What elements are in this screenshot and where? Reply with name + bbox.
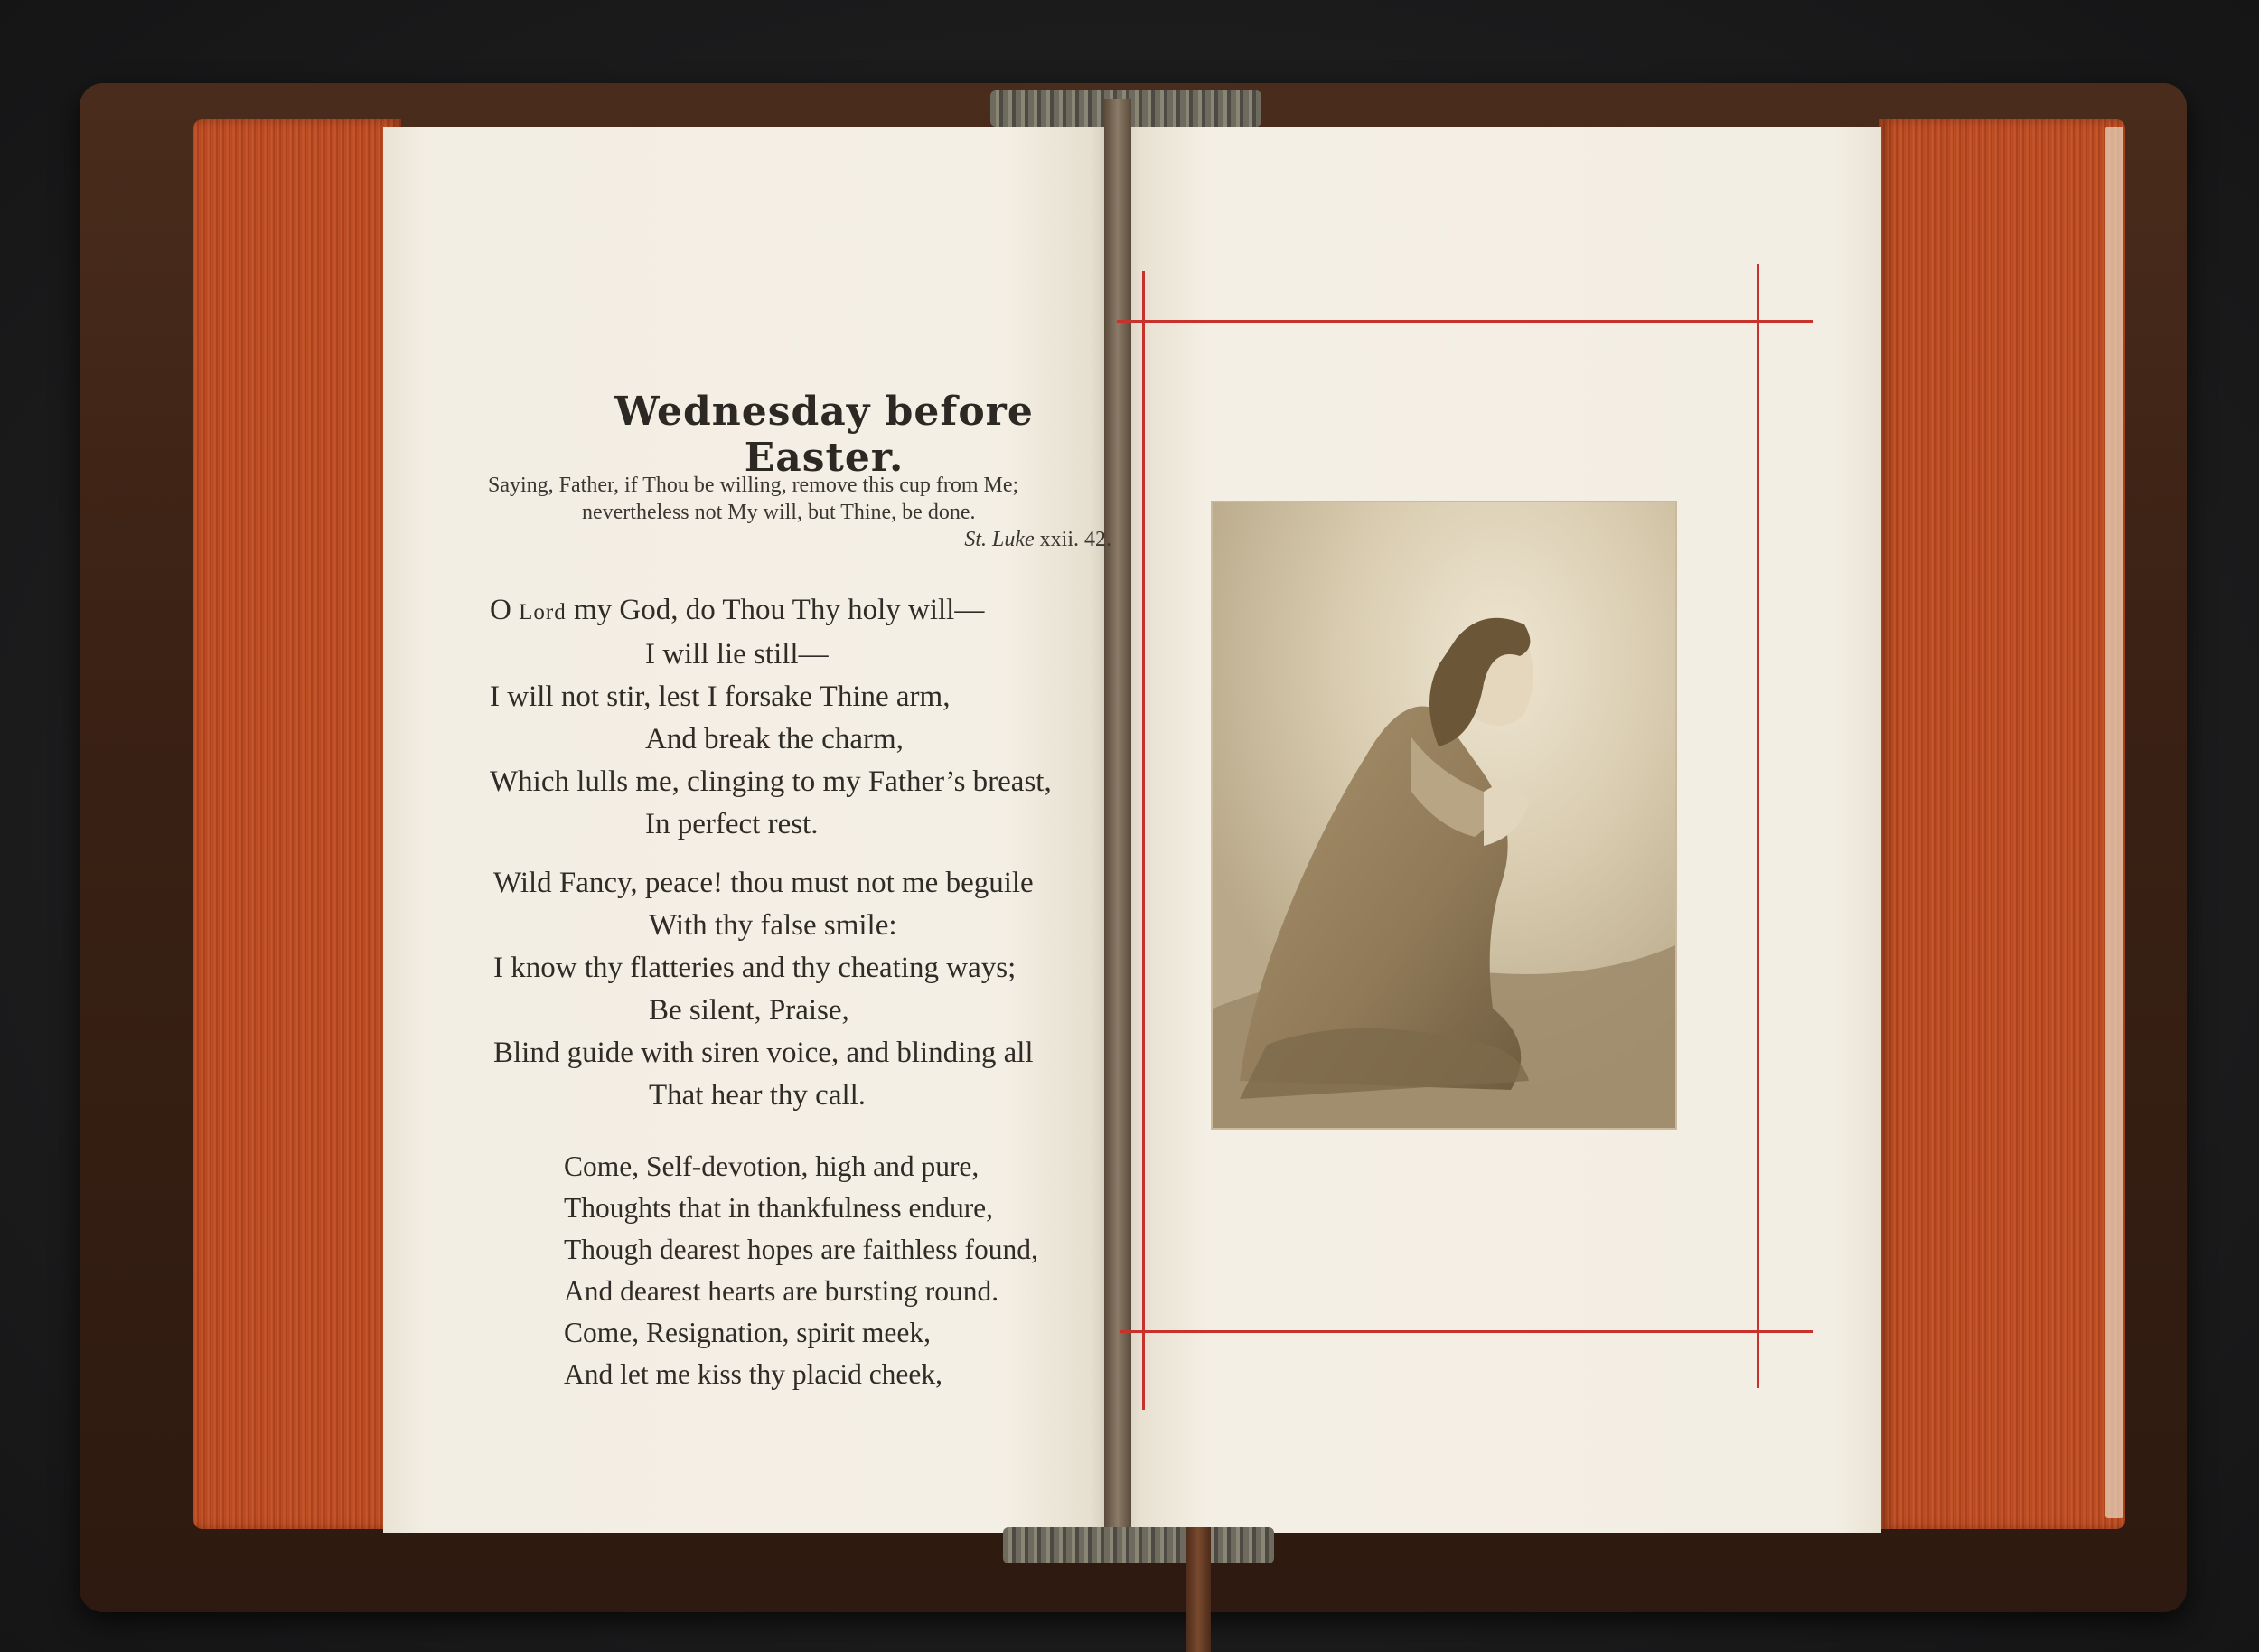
stanza-1 xyxy=(490,589,1052,846)
praying-figure-photograph xyxy=(1213,502,1675,1128)
left-page-edges xyxy=(193,119,401,1529)
page-title: Wednesday before Easter. xyxy=(614,389,1034,481)
poem-line: And let me kiss thy placid cheek, xyxy=(564,1358,943,1390)
poem-line-rest: my God, do Thou Thy holy will— xyxy=(566,594,985,626)
epigraph-citation xyxy=(488,526,1111,553)
right-page-rim xyxy=(2105,127,2123,1518)
poem-line: Come, Self-devotion, high and pure, xyxy=(564,1150,980,1182)
poem-line: Blind guide with siren voice, and blinding all xyxy=(493,1037,1034,1069)
stanza-3 xyxy=(564,1146,1038,1395)
epigraph xyxy=(488,472,1111,553)
right-page-edges xyxy=(1879,119,2125,1529)
poem-line: I will not stir, lest I forsake Thine arm, xyxy=(490,681,951,713)
poem-line: And break the charm, xyxy=(645,723,904,756)
poem-line: I will lie still— xyxy=(645,638,829,671)
citation-ref: xxii. 42. xyxy=(1039,528,1111,551)
border-rule-right xyxy=(1757,264,1759,1388)
border-rule-left xyxy=(1142,271,1145,1410)
epigraph-line-2: nevertheless not My will, but Thine, be done. xyxy=(582,501,976,524)
poem-line: In perfect rest. xyxy=(645,808,819,840)
ribbon-bookmark xyxy=(1186,1527,1211,1652)
poem-line: Which lulls me, clinging to my Father’s breast, xyxy=(490,765,1052,798)
citation-book: St. Luke xyxy=(964,528,1035,551)
poem-line: Wild Fancy, peace! thou must not me beguile xyxy=(493,867,1034,899)
poem-line: With thy false smile: xyxy=(649,909,897,942)
poem-line: Thoughts that in thankfulness endure, xyxy=(564,1192,994,1224)
photograph-image xyxy=(1213,502,1675,1128)
poem-line: Come, Resignation, spirit meek, xyxy=(564,1317,931,1348)
stanza-2 xyxy=(493,862,1034,1117)
poem-line: I know thy flatteries and thy cheating ways; xyxy=(493,952,1017,984)
book-gutter xyxy=(1104,99,1131,1554)
poem-line: That hear thy call. xyxy=(649,1079,867,1112)
spine-tailband xyxy=(1003,1527,1274,1563)
border-rule-top xyxy=(1117,320,1813,323)
border-rule-bottom xyxy=(1120,1330,1813,1333)
small-caps-lord: Lord xyxy=(519,600,567,624)
poem-line: Though dearest hopes are faithless found, xyxy=(564,1234,1038,1265)
poem-line: Be silent, Praise, xyxy=(649,994,849,1027)
poem-line-lead: O xyxy=(490,594,520,626)
epigraph-line-1: Saying, Father, if Thou be willing, remove this cup from Me; xyxy=(488,474,1019,497)
poem-line: And dearest hearts are bursting round. xyxy=(564,1275,999,1307)
poem-line xyxy=(490,589,1052,634)
